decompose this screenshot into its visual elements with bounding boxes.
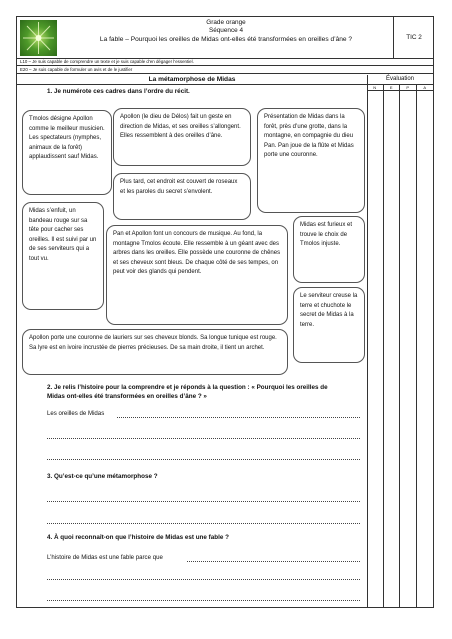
card-couronne: Apollon porte une couronne de lauriers sur ses cheveux blonds. Sa longue tunique est rouge. Sa lyre est en ivoire incrustée de pierres précieuses. De sa main droite, il tient un archet. xyxy=(22,329,288,375)
eval-cell-a[interactable] xyxy=(417,91,434,608)
objective-e20: E20 – Je suis capable de formuler un avis et de le justifier xyxy=(17,66,433,74)
question-2: 2. Je relis l’histoire pour la comprendre et je réponds à la question : « Pourquoi les oreilles de Midas ont-elles été transformées en oreilles d’âne ? » xyxy=(47,384,328,400)
eval-cell-p[interactable] xyxy=(400,91,417,608)
question-1: 1. Je numérote ces cadres dans l’ordre du récit. xyxy=(47,88,190,95)
card-serviteur: Le serviteur creuse la terre et chuchote le secret de Midas à la terre. xyxy=(293,287,365,363)
card-roseaux: Plus tard, cet endroit est couvert de roseaux et les paroles du secret s’envolent. xyxy=(113,173,251,220)
eval-column-e: E xyxy=(384,84,401,91)
eval-cell-n[interactable] xyxy=(367,91,384,608)
answer-line[interactable] xyxy=(47,523,360,524)
card-tmolos: Tmolos désigne Apollon comme le meilleur musicien. Les spectateurs (nymphes, animaux de la forêt) applaudissent sauf Midas. xyxy=(22,110,112,195)
answer-4-start: L’histoire de Midas est une fable parce que xyxy=(47,554,163,561)
answer-line[interactable] xyxy=(47,501,360,502)
worksheet xyxy=(16,16,434,608)
answer-line[interactable] xyxy=(47,459,360,460)
eval-column-p: P xyxy=(400,84,417,91)
sequence-label: Séquence 4 xyxy=(208,27,244,35)
objective-l10: L10 – Je suis capable de comprendre un texte et je suis capable d’en dégager l’essentiel. xyxy=(17,58,433,66)
answer-line[interactable] xyxy=(47,579,360,580)
eval-cell-e[interactable] xyxy=(384,91,401,608)
section-title: La métamorphose de Midas xyxy=(17,75,367,85)
question-4: 4. À quoi reconnaît-on que l’histoire de Midas est une fable ? xyxy=(47,534,229,541)
header-text xyxy=(61,19,391,44)
eval-column-a: A xyxy=(417,84,434,91)
answer-2-start: Les oreilles de Midas xyxy=(47,410,105,417)
tic-label: TIC 2 xyxy=(393,17,434,58)
header xyxy=(17,17,433,59)
evaluation-panel xyxy=(367,75,433,608)
grade-label: Grade orange xyxy=(206,19,246,26)
question-3: 3. Qu’est-ce qu’une métamorphose ? xyxy=(47,473,158,480)
card-bandeau: Midas s’enfuit, un bandeau rouge sur sa tête pour cacher ses oreilles. Il est suivi par un de ses serviteurs qui a tout vu. xyxy=(22,202,104,310)
green-star-logo-icon xyxy=(20,20,57,56)
evaluation-title: Évaluation xyxy=(367,75,433,85)
eval-column-n: N xyxy=(367,84,384,91)
card-furieux: Midas est furieux et trouve le choix de Tmolos injuste. xyxy=(293,216,365,283)
answer-line[interactable] xyxy=(47,438,360,439)
page-title: La fable – Pourquoi les oreilles de Midas ont-elles été transformées en oreilles d’âne ? xyxy=(99,35,353,43)
answer-line[interactable] xyxy=(187,561,360,562)
card-apollon-geste: Apollon (le dieu de Délos) fait un geste en direction de Midas, et ses oreilles s’allongent. Elles ressemblent à des oreilles d’âne. xyxy=(113,108,251,166)
card-concours: Pan et Apollon font un concours de musique. Au fond, la montagne Tmolos écoute. Elle ressemble à un géant avec des arbres dans les oreilles. Elle possède une couronne de chênes et ses cheveux sont bleus. De chaque côté de ses tempes, on peut voir des glands qui pendent. xyxy=(106,225,288,325)
answer-line[interactable] xyxy=(117,417,360,418)
main-content xyxy=(17,75,368,608)
card-presentation: Présentation de Midas dans la forêt, près d’une grotte, dans la montagne, en compagnie du dieu Pan. Pan joue de la flûte et Midas porte une couronne. xyxy=(257,108,365,213)
answer-line[interactable] xyxy=(47,600,360,601)
